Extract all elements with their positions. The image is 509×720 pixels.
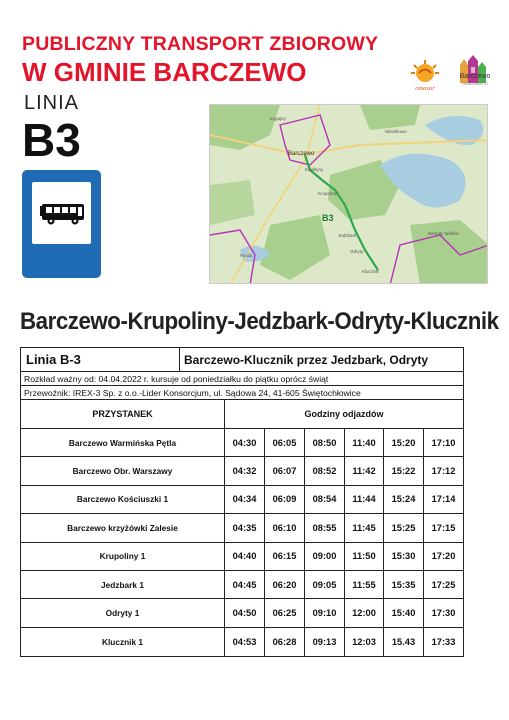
table-row <box>21 486 463 514</box>
departure-time: 08:55 <box>304 514 344 541</box>
departure-time: 09:13 <box>304 628 344 656</box>
departure-time: 15:24 <box>383 486 423 513</box>
line-code: Linia B-3 <box>26 352 81 367</box>
departure-time: 11:40 <box>344 429 383 456</box>
timetable-validity-row <box>21 372 463 386</box>
stop-name: Barczewo krzyżówki Zalesie <box>67 522 178 533</box>
departure-time: 17:25 <box>423 571 463 598</box>
table-row <box>21 457 463 485</box>
timetable-header-row <box>21 400 463 429</box>
table-row <box>21 571 463 599</box>
departure-time: 11:55 <box>344 571 383 598</box>
map-place-label: Krupoliny <box>318 191 337 196</box>
stop-column-header: PRZYSTANEK <box>92 409 153 419</box>
barczewo-logo-label: Barczewo <box>459 73 491 80</box>
departure-time: 11:44 <box>344 486 383 513</box>
map-place-label: Łęgajny <box>270 116 286 121</box>
departure-time: 06:07 <box>264 457 304 484</box>
departure-time: 04:40 <box>224 543 264 570</box>
omasur-logo-text: omasur <box>415 85 435 92</box>
departure-time: 08:50 <box>304 429 344 456</box>
bus-stop-sign <box>22 170 101 278</box>
departure-time: 04:30 <box>224 429 264 456</box>
departure-time: 15.43 <box>383 628 423 656</box>
departure-time: 17:30 <box>423 599 463 626</box>
departure-time: 06:20 <box>264 571 304 598</box>
map-place-label: Nikielkowo <box>385 129 407 134</box>
barczewo-crest-icon <box>452 44 496 96</box>
departure-time: 15:30 <box>383 543 423 570</box>
table-row <box>21 599 463 627</box>
timetable <box>20 347 464 657</box>
route-map <box>209 104 488 284</box>
omasur-logo-icon <box>407 57 443 93</box>
poster-title-line1: PUBLICZNY TRANSPORT ZBIOROWY <box>22 33 379 55</box>
stop-name: Barczewo Obr. Warszawy <box>72 466 173 477</box>
stop-name: Odryty 1 <box>105 608 140 619</box>
departure-time: 06:25 <box>264 599 304 626</box>
departure-time: 17:14 <box>423 486 463 513</box>
line-number: B3 <box>22 114 81 166</box>
departure-time: 06:09 <box>264 486 304 513</box>
departure-time: 06:05 <box>264 429 304 456</box>
departure-time: 17:20 <box>423 543 463 570</box>
map-place-label: Klucznik <box>362 269 379 274</box>
departure-time: 09:00 <box>304 543 344 570</box>
stop-name: Barczewo Warmińska Pętla <box>68 437 177 448</box>
departure-time: 09:10 <box>304 599 344 626</box>
departure-time: 12:03 <box>344 628 383 656</box>
stop-name: Barczewo Kościuszki 1 <box>76 494 169 505</box>
departure-time: 11:45 <box>344 514 383 541</box>
departure-time: 09:05 <box>304 571 344 598</box>
timetable-line-row <box>21 348 463 372</box>
departure-time: 04:34 <box>224 486 264 513</box>
departure-time: 15:22 <box>383 457 423 484</box>
departure-time: 17:33 <box>423 628 463 656</box>
departure-time: 04:32 <box>224 457 264 484</box>
stop-name: Klucznik 1 <box>101 636 144 647</box>
departure-time: 06:10 <box>264 514 304 541</box>
table-row <box>21 543 463 571</box>
times-column-header: Godziny odjazdów <box>224 400 463 428</box>
table-row <box>21 514 463 542</box>
map-place-label: Bartołty Wielkie <box>428 231 460 236</box>
line-description: Barczewo-Klucznik przez Jedzbark, Odryty <box>179 348 463 371</box>
departure-time: 15:20 <box>383 429 423 456</box>
departure-time: 12:00 <box>344 599 383 626</box>
route-title: Barczewo-Krupoliny-Jedzbark-Odryty-Klucznik <box>20 308 499 335</box>
departure-time: 15:25 <box>383 514 423 541</box>
barczewo-logo-sublabel: GMINA MIASTO <box>462 82 488 86</box>
poster-title-line2: W GMINIE BARCZEWO <box>22 57 307 87</box>
stop-name: Krupoliny 1 <box>99 551 146 562</box>
map-place-label: Odryty <box>350 249 364 254</box>
table-row <box>21 429 463 457</box>
line-label: LINIA <box>24 92 80 114</box>
departure-time: 17:12 <box>423 457 463 484</box>
map-place-label: Barczewo <box>288 151 315 157</box>
departure-time: 17:15 <box>423 514 463 541</box>
departure-time: 17:10 <box>423 429 463 456</box>
departure-time: 04:45 <box>224 571 264 598</box>
map-place-label: Purda <box>240 253 253 258</box>
departure-time: 15:40 <box>383 599 423 626</box>
map-route-label: B3 <box>322 213 334 223</box>
departure-time: 08:54 <box>304 486 344 513</box>
departure-time: 04:35 <box>224 514 264 541</box>
carrier-text: Przewoźnik: IREX-3 Sp. z o.o.-Lider Konsorcjum, ul. Sądowa 24, 41-605 Świętochłowice <box>24 387 361 398</box>
departure-time: 06:15 <box>264 543 304 570</box>
departure-time: 08:52 <box>304 457 344 484</box>
departure-time: 11:42 <box>344 457 383 484</box>
map-place-label: Kaplityny <box>305 167 324 172</box>
departure-time: 04:53 <box>224 628 264 656</box>
departure-time: 04:50 <box>224 599 264 626</box>
bus-icon <box>32 182 91 244</box>
departure-time: 06:28 <box>264 628 304 656</box>
map-place-label: Jedzbark <box>338 233 357 238</box>
departure-time: 15:35 <box>383 571 423 598</box>
validity-text: Rozkład ważny od: 04.04.2022 r. kursuje od poniedziałku do piątku oprócz świąt <box>24 373 329 384</box>
timetable-carrier-row <box>21 386 463 400</box>
departure-time: 11:50 <box>344 543 383 570</box>
stop-name: Jedzbark 1 <box>101 579 144 590</box>
table-row <box>21 628 463 656</box>
